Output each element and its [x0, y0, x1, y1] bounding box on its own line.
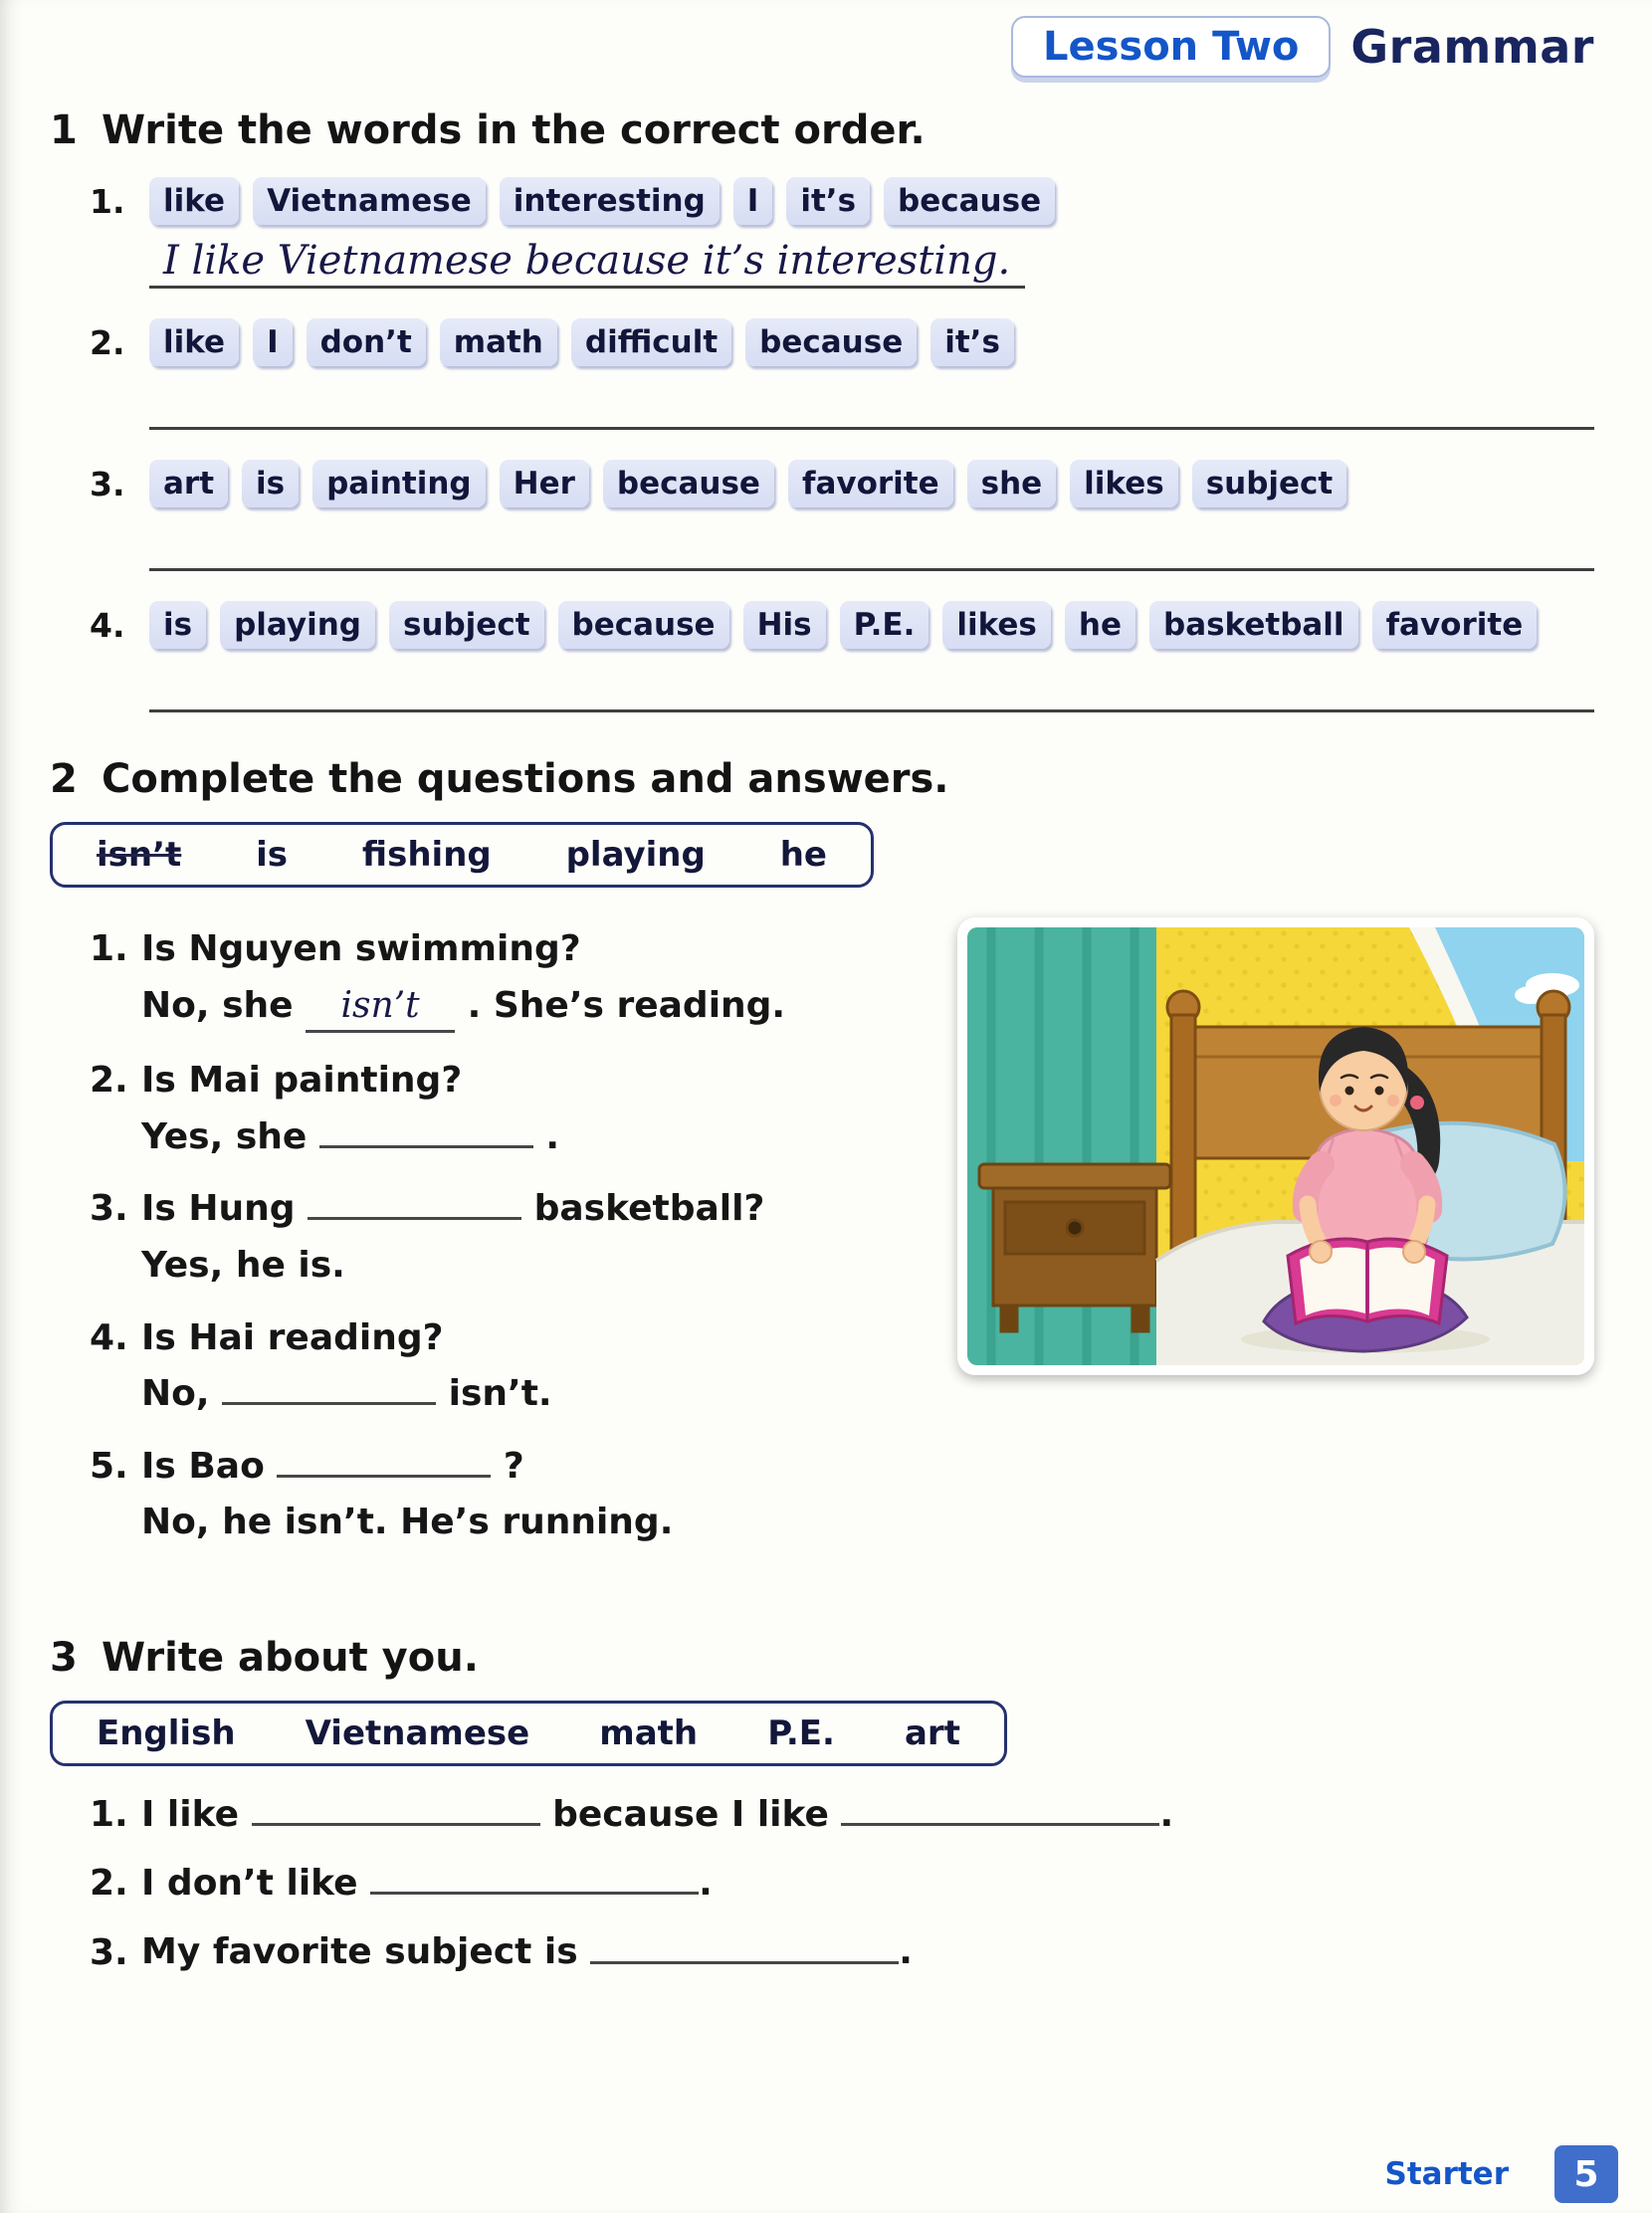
question-text: Is Mai painting?: [141, 1060, 463, 1102]
answer-text: . She’s reading.: [467, 984, 786, 1026]
word-bank-item: art: [904, 1712, 960, 1753]
qa-answer: [90, 1113, 933, 1162]
question-text: basketball?: [533, 1188, 765, 1230]
word-bank: [50, 822, 874, 888]
answer-line[interactable]: [149, 380, 1594, 430]
word-chip[interactable]: because: [558, 601, 729, 649]
word-chip[interactable]: basketball: [1149, 601, 1358, 649]
qa-item: [50, 1314, 933, 1419]
fill-blank[interactable]: [841, 1792, 1159, 1826]
fill-blank[interactable]: [308, 1186, 521, 1220]
qa-question: [90, 1314, 933, 1363]
word-chip[interactable]: subject: [1192, 460, 1347, 507]
fill-blank[interactable]: [222, 1371, 436, 1405]
qa-answer: [90, 982, 933, 1034]
girl-reading-illustration: [957, 917, 1594, 1571]
answer-text: No, she: [141, 984, 294, 1026]
word-chip[interactable]: because: [884, 177, 1055, 225]
item-number: 3.: [90, 464, 125, 503]
sentence-text: My favorite subject is: [141, 1931, 578, 1973]
fill-blank[interactable]: [252, 1792, 540, 1826]
word-bank-item: English: [97, 1712, 236, 1753]
qa-question: [90, 925, 933, 974]
qa-item: [50, 1443, 933, 1547]
qa-answer: [90, 1499, 933, 1547]
sentence-text: .: [699, 1863, 713, 1905]
page-number-badge: 5: [1554, 2145, 1618, 2203]
sentence-text: I don’t like: [141, 1863, 358, 1905]
section-title-text: Write the words in the correct order.: [102, 107, 926, 153]
word-bank-item: P.E.: [767, 1712, 835, 1753]
word-chip[interactable]: Her: [500, 460, 589, 507]
fill-blank[interactable]: [306, 982, 455, 1034]
qa-list: [50, 917, 933, 1571]
word-chip[interactable]: is: [149, 601, 206, 649]
section1-title: [50, 107, 1594, 153]
word-chip[interactable]: art: [149, 460, 228, 507]
word-chip[interactable]: subject: [389, 601, 544, 649]
word-order-item: [50, 177, 1594, 289]
word-chip[interactable]: I: [733, 177, 773, 225]
word-chip[interactable]: he: [1065, 601, 1136, 649]
item-number: 5.: [90, 1445, 128, 1487]
word-bank: [50, 1701, 1007, 1766]
word-bank-item-struck: isn’t: [97, 835, 182, 875]
section-title-text: Write about you.: [102, 1634, 479, 1681]
answer-text: Yes, he is.: [141, 1244, 345, 1286]
item-number: 2.: [90, 322, 125, 362]
sentence-text: because I like: [552, 1794, 829, 1836]
section-questions-answers: [50, 756, 1594, 1571]
write-item: [50, 1929, 1594, 1972]
word-chip[interactable]: P.E.: [840, 601, 929, 649]
word-chip[interactable]: she: [967, 460, 1057, 507]
word-chip[interactable]: Vietnamese: [253, 177, 486, 225]
word-bank-item: he: [779, 835, 827, 875]
section-number: 2: [50, 756, 78, 802]
word-chip[interactable]: is: [242, 460, 299, 507]
page-footer: [1385, 2145, 1618, 2203]
section3-title: [50, 1635, 1594, 1681]
qa-item: [50, 1185, 933, 1290]
section-number: 1: [50, 107, 78, 153]
qa-question: [90, 1057, 933, 1106]
qa-question: [90, 1443, 933, 1492]
item-number: 1.: [90, 181, 125, 221]
answer-line[interactable]: [149, 239, 1025, 289]
qa-answer: [90, 1242, 933, 1291]
word-chip[interactable]: His: [743, 601, 826, 649]
word-chip[interactable]: I: [253, 318, 293, 366]
item-number: 4.: [90, 605, 125, 645]
qa-item: [50, 925, 933, 1033]
lesson-badge: [1011, 16, 1331, 78]
fill-blank[interactable]: [370, 1861, 699, 1895]
item-number: 1.: [90, 928, 128, 969]
answer-text: .: [545, 1115, 560, 1157]
word-chip[interactable]: painting: [312, 460, 486, 507]
question-text: Is Bao: [141, 1445, 265, 1487]
word-chip[interactable]: like: [149, 177, 239, 225]
question-text: Is Hung: [141, 1188, 296, 1230]
word-chip[interactable]: favorite: [788, 460, 953, 507]
question-text: Is Hai reading?: [141, 1316, 444, 1358]
word-chip[interactable]: math: [440, 318, 557, 366]
word-bank-item: is: [256, 835, 289, 875]
item-number: 2.: [90, 1060, 128, 1102]
section-number: 3: [50, 1634, 78, 1681]
qa-answer: [90, 1370, 933, 1419]
answer-text: Yes, she: [141, 1115, 308, 1157]
fill-blank[interactable]: [319, 1114, 533, 1148]
item-number: 1.: [90, 1794, 128, 1836]
section-title-text: Complete the questions and answers.: [102, 756, 949, 802]
write-item: [50, 1861, 1594, 1904]
handwritten-answer: isn’t: [340, 984, 420, 1026]
word-bank-item: fishing: [361, 835, 492, 875]
word-chip[interactable]: don’t: [307, 318, 426, 366]
word-chip[interactable]: favorite: [1372, 601, 1538, 649]
answer-line[interactable]: [149, 663, 1594, 712]
sentence-text: .: [899, 1931, 913, 1973]
qa-item: [50, 1057, 933, 1161]
word-chip[interactable]: likes: [1070, 460, 1178, 507]
item-number: 4.: [90, 1316, 128, 1358]
word-chip[interactable]: it’s: [786, 177, 870, 225]
word-chip[interactable]: like: [149, 318, 239, 366]
word-bank-item: Vietnamese: [305, 1712, 530, 1753]
sentence-text: .: [1159, 1794, 1174, 1836]
word-chip[interactable]: because: [745, 318, 917, 366]
word-chip[interactable]: difficult: [571, 318, 731, 366]
word-chip[interactable]: it’s: [930, 318, 1014, 366]
answer-line[interactable]: [149, 521, 1594, 571]
word-chip[interactable]: likes: [942, 601, 1051, 649]
level-label: Starter: [1384, 2156, 1509, 2192]
answer-text: No,: [141, 1373, 210, 1415]
question-text: ?: [503, 1445, 524, 1487]
sentence-text: I like: [141, 1794, 239, 1836]
item-number: 3.: [90, 1931, 128, 1973]
word-order-item: [50, 601, 1594, 712]
section-word-order: [50, 107, 1594, 712]
section-write-about-you: [50, 1635, 1594, 1973]
fill-blank[interactable]: [277, 1444, 491, 1478]
section2-title: [50, 756, 1594, 802]
fill-blank[interactable]: [590, 1929, 899, 1963]
qa-question: [90, 1185, 933, 1234]
answer-text: No, he isn’t. He’s running.: [141, 1502, 674, 1543]
nightstand: [979, 1164, 1170, 1331]
word-bank-item: playing: [565, 835, 706, 875]
lesson-label: Lesson Two: [1042, 24, 1300, 70]
write-item: [50, 1792, 1594, 1835]
answer-text: isn’t.: [448, 1373, 552, 1415]
item-number: 2.: [90, 1863, 128, 1905]
item-number: 3.: [90, 1188, 128, 1230]
word-chip[interactable]: because: [603, 460, 774, 507]
word-order-item: [50, 318, 1594, 430]
question-text: Is Nguyen swimming?: [141, 928, 581, 969]
page-header: [50, 16, 1594, 78]
word-bank-item: math: [599, 1712, 699, 1753]
word-chip[interactable]: interesting: [500, 177, 720, 225]
grammar-label: Grammar: [1350, 20, 1594, 74]
word-order-item: [50, 460, 1594, 571]
word-chip[interactable]: playing: [220, 601, 375, 649]
handwritten-answer: I like Vietnamese because it’s interesting.: [163, 238, 1011, 284]
